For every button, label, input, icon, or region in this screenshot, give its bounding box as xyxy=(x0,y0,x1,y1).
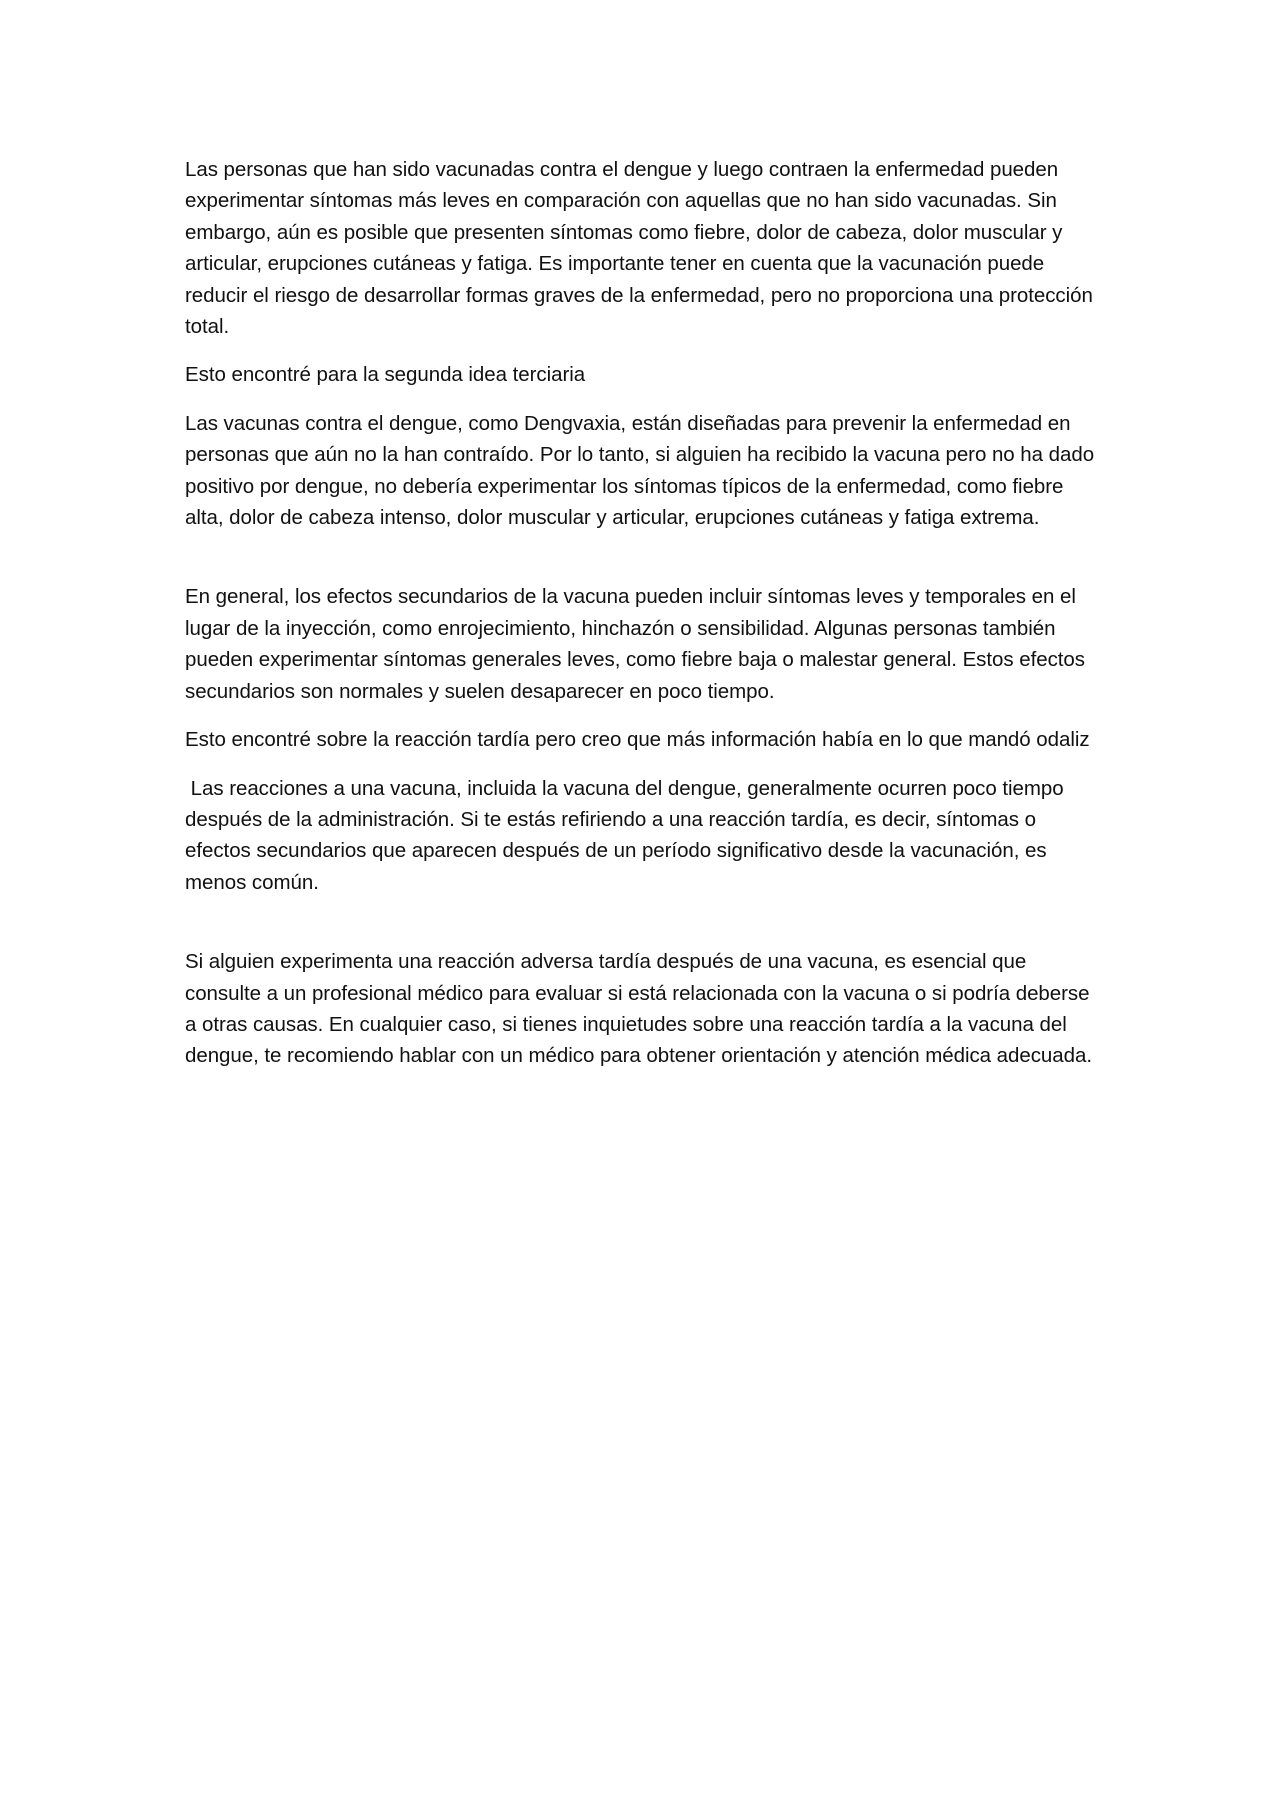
paragraph-medical-advice: Si alguien experimenta una reacción adversa tardía después de una vacuna, es esencial que consulte a un profesional médico para evaluar si está relacionada con la vacuna o si podría deberse a otras causas. En cualquier caso, si tienes inquietudes sobre una reacción tardía a la vacuna del dengue, te recomiendo hablar con un médico para obtener orientación y atención médica adecuada. xyxy=(185,950,1092,1068)
paragraph-symptoms-vaccinated: Las personas que han sido vacunadas contra el dengue y luego contraen la enfermedad pueden experimentar síntomas más leves en comparación con aquellas que no han sido vacunadas. Sin embargo, aún es posible que presenten síntomas como fiebre, dolor de cabeza, dolor muscular y articular, erupciones cutáneas y fatiga. Es importante tener en cuenta que la vacunación puede reducir el riesgo de desarrollar formas graves de la enfermedad, pero no proporciona una protección total. xyxy=(185,158,1093,339)
paragraph-reaction-timing: Las reacciones a una vacuna, incluida la vacuna del dengue, generalmente ocurren poco tiempo después de la administración. Si te estás refiriendo a una reacción tardía, es decir, síntomas o efectos secundarios que aparecen después de un período significativo desde la vacunación, es menos común. xyxy=(185,776,1070,894)
note-second-tertiary-idea: Esto encontré para la segunda idea terciaria xyxy=(185,363,586,387)
note-late-reaction: Esto encontré sobre la reacción tardía pero creo que más información había en lo que mandó odaliz xyxy=(185,728,1090,752)
paragraph-dengvaxia: Las vacunas contra el dengue, como Dengvaxia, están diseñadas para prevenir la enfermedad en personas que aún no la han contraído. Por lo tanto, si alguien ha recibido la vacuna pero no ha dado positivo por dengue, no debería experimentar los síntomas típicos de la enfermedad, como fiebre alta, dolor de cabeza intenso, dolor muscular y articular, erupciones cutáneas y fatiga extrema. xyxy=(185,411,1095,530)
document-body xyxy=(185,154,1105,1089)
paragraph-side-effects: En general, los efectos secundarios de la vacuna pueden incluir síntomas leves y temporales en el lugar de la inyección, como enrojecimiento, hinchazón o sensibilidad. Algunas personas también pueden experimentar síntomas generales leves, como fiebre baja o malestar general. Estos efectos secundarios son normales y suelen desaparecer en poco tiempo. xyxy=(185,585,1085,703)
